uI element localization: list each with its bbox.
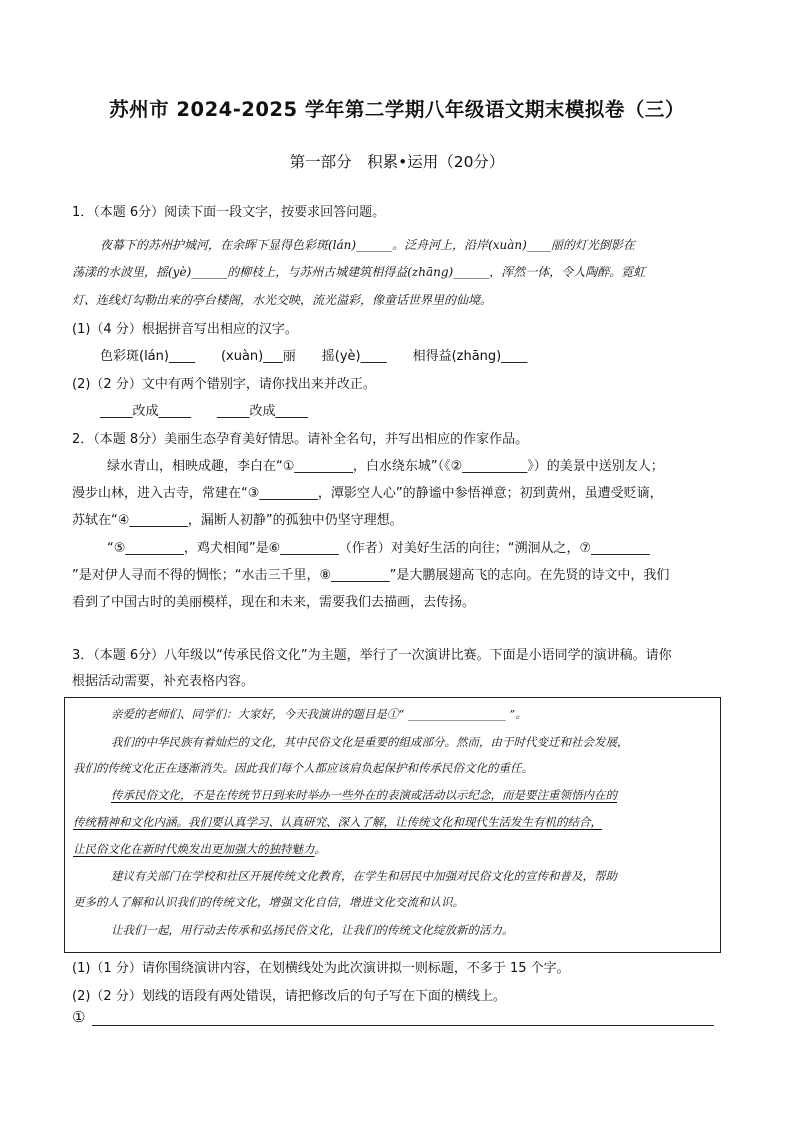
speech-p3-line-2: 传统精神和文化内涵。我们要认真学习、认真研究、深入了解，让传统文化和现代生活发生有机的结合， — [73, 815, 602, 829]
q3-sub1: (1)（1 分）请你围绕演讲内容，在划横线处为此次演讲拟一则标题，不多于 15 个字。 — [72, 961, 570, 976]
speech-p4-line-1: 建议有关部门在学校和社区开展传统文化教育，在学生和居民中加强对民俗文化的宣传和普及，帮助 — [111, 869, 617, 883]
q1-sub2-blanks: _____改成_____ _____改成_____ — [100, 404, 309, 419]
underlined-segment: 让民俗文化在新时代焕发出更加强大的独特魅力 — [73, 842, 315, 856]
q3-sub2: (2)（2 分）划线的语段有两处错误，请把修改后的句子写在下面的横线上。 — [72, 989, 506, 1004]
q1-sub1-blanks: 色彩斑(lán)____ (xuàn)___丽 摇(yè)____ 相得益(zhāng)____ — [100, 349, 528, 364]
q2-line-4: “⑤_________，鸡犬相闻”是⑥_________（作者）对美好生活的向往；“溯洄从之，⑦_________ — [107, 541, 650, 556]
speech-p5: 让我们一起，用行动去传承和弘扬民俗文化，让我们的传统文化绽放新的活力。 — [111, 923, 514, 937]
speech-box — [64, 697, 721, 953]
question-2-stem: 2．（本题 8分）美丽生态孕育美好情思。请补全名句，并写出相应的作家作品。 — [72, 432, 529, 447]
q2-line-6: 看到了中国古时的美丽模样，现在和未来，需要我们去描画，去传扬。 — [72, 595, 476, 610]
speech-p2-line-2: 我们的传统文化正在逐渐消失。因此我们每个人都应该肩负起保护和传承民俗文化的重任。 — [73, 761, 533, 775]
q1-sub2: (2)（2 分）文中有两个错别字，请你找出来并改正。 — [72, 377, 376, 392]
speech-p2-line-1: 我们的中华民族有着灿烂的文化，其中民俗文化是重要的组成部分。然而，由于时代变迁和社会发展， — [111, 735, 629, 749]
speech-p3-line-1: 传承民俗文化，不是在传统节日到来时举办一些外在的表演或活动以示纪念，而是要注重领悟内在的 — [111, 788, 617, 802]
period: 。 — [314, 842, 326, 856]
question-1-stem: 1．（本题 6分）阅读下面一段文字，按要求回答问题。 — [72, 205, 386, 220]
speech-p4-line-2: 更多的人了解和认识我们的传统文化，增强文化自信，增进文化交流和认识。 — [73, 895, 464, 909]
q1-sub1: (1)（4 分）根据拼音写出相应的汉字。 — [72, 322, 298, 337]
q2-line-2: 漫步山林，进入古寺，常建在“③_________，潭影空人心”的静谧中参悟禅意；初到黄州，虽遭受贬谪， — [72, 486, 663, 501]
q2-line-5: ”是对伊人寻而不得的惆怅；“水击三千里，⑧_________”是大鹏展翅高飞的志向。在先贤的诗文中，我们 — [72, 568, 670, 583]
q2-line-3: 苏轼在“④_________，漏断人初静”的孤独中仍坚守理想。 — [72, 513, 403, 528]
q1-passage-line-3: 灯、连线灯勾勒出来的亭台楼阁，水光交映，流光溢彩，像童话世界里的仙境。 — [72, 293, 493, 307]
answer-line[interactable] — [92, 1025, 714, 1026]
section-heading: 第一部分 积累•运用（20分） — [289, 153, 505, 171]
question-3-stem-line-2: 根据活动需要，补充表格内容。 — [72, 674, 255, 689]
q1-passage-line-2: 荡漾的水波里，摇(yè)______的柳枝上，与苏州古城建筑相得益(zhāng)______，浑然一体，令人陶醉。霓虹 — [72, 265, 646, 279]
answer-marker: ① — [72, 1008, 86, 1026]
page-title: 苏州市 2024-2025 学年第二学期八年级语文期末模拟卷（三） — [109, 98, 685, 121]
speech-p1: 亲爱的老师们、同学们：大家好，今天我演讲的题目是①“ _________________ ”。 — [111, 707, 527, 721]
speech-p3-line-3 — [73, 841, 326, 857]
q2-line-1: 绿水青山，相映成趣，李白在“①_________，白水绕东城”（《②__________》）的美景中送别友人； — [107, 459, 664, 474]
q1-passage-line-1: 夜幕下的苏州护城河，在余晖下显得色彩斑(lán)______。泛舟河上，沿岸(xuàn)____丽的灯光倒影在 — [100, 238, 635, 252]
question-3-stem-line-1: 3．（本题 6分）八年级以“传承民俗文化”为主题，举行了一次演讲比赛。下面是小语同学的演讲稿。请你 — [72, 648, 672, 663]
